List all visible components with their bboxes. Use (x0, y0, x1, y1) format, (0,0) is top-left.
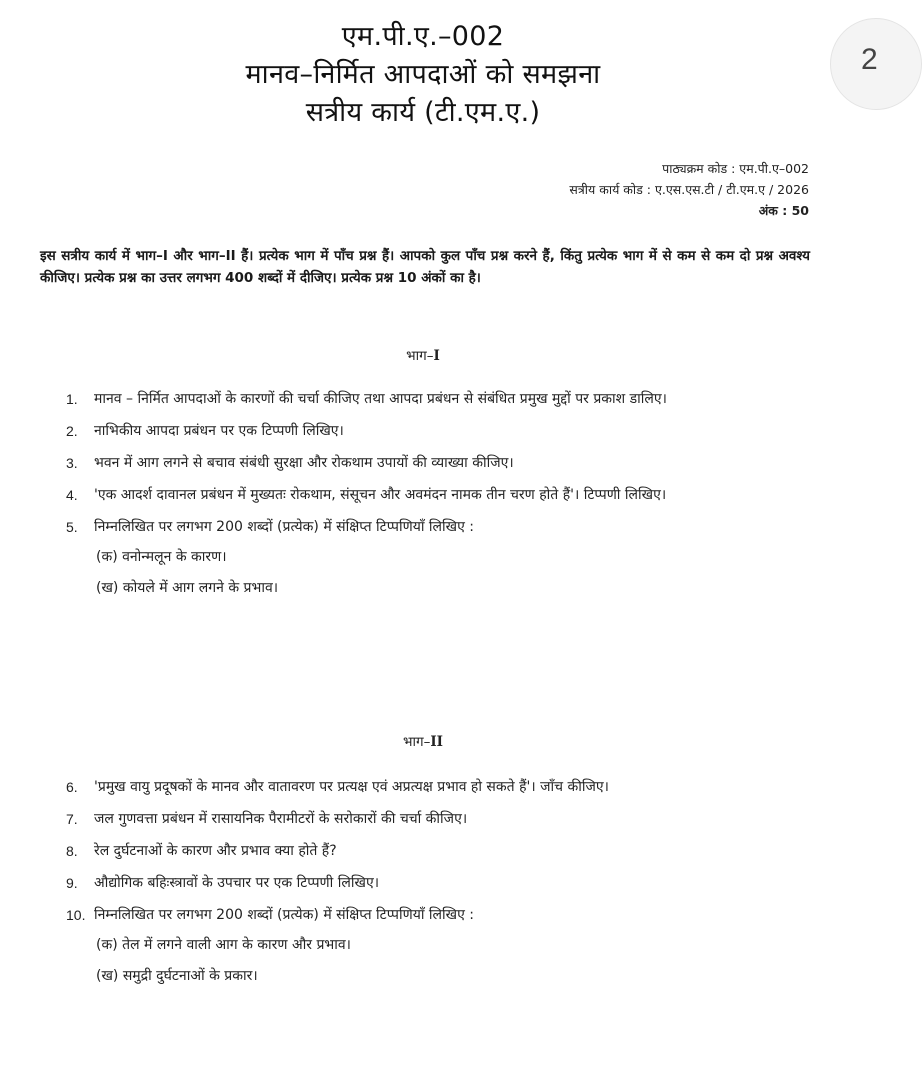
question-number: 8. (66, 843, 78, 859)
section-prefix: भाग– (403, 734, 431, 750)
question-text: निम्नलिखित पर लगभग 200 शब्दों (प्रत्येक) में संक्षिप्त टिप्पणियाँ लिखिए : (94, 519, 475, 535)
question-item (62, 836, 822, 866)
section-heading-part-2 (0, 732, 846, 750)
question-number: 2. (66, 423, 78, 439)
marks-label: अंक : 50 (758, 203, 809, 218)
question-list-part-2 (62, 772, 822, 994)
question-text: नाभिकीय आपदा प्रबंधन पर एक टिप्पणी लिखिए। (94, 423, 344, 439)
course-code-label: पाठ्यक्रम कोड : एम.पी.ए–002 (662, 161, 809, 176)
section-prefix: भाग– (406, 348, 434, 364)
question-item (62, 448, 822, 478)
question-item (62, 868, 822, 898)
assignment-code-label: सत्रीय कार्य कोड : ए.एस.एस.टी / टी.एम.ए / 2026 (569, 182, 809, 197)
page-number-badge[interactable] (830, 18, 922, 110)
title-block (0, 18, 846, 132)
question-text: 'प्रमुख वायु प्रदूषकों के मानव और वातावरण पर प्रत्यक्ष एवं अप्रत्यक्ष प्रभाव हो सकते हैं'। जाँच कीजिए। (94, 779, 609, 795)
course-name: मानव–निर्मित आपदाओं को समझना (245, 59, 601, 90)
section-heading-part-1 (0, 346, 846, 364)
assignment-title: सत्रीय कार्य (टी.एम.ए.) (305, 97, 541, 128)
section-roman: II (430, 734, 443, 750)
course-code-title: एम.पी.ए.–002 (341, 21, 505, 52)
question-number: 3. (66, 455, 78, 471)
question-text: मानव – निर्मित आपदाओं के कारणों की चर्चा कीजिए तथा आपदा प्रबंधन से संबंधित प्रमुख मुद्दों पर प्रकाश डालिए। (94, 391, 667, 407)
question-item (62, 416, 822, 446)
question-list-part-1 (62, 384, 822, 606)
question-text: रेल दुर्घटनाओं के कारण और प्रभाव क्या होते हैं? (94, 843, 337, 859)
sub-question: (ख) कोयले में आग लगने के प्रभाव। (96, 580, 279, 596)
section-roman: I (433, 348, 440, 364)
question-number: 5. (66, 519, 78, 535)
sub-question: (क) तेल में लगने वाली आग के कारण और प्रभाव। (96, 937, 351, 953)
question-text: 'एक आदर्श दावानल प्रबंधन में मुख्यतः रोकथाम, संसूचन और अवमंदन नामक तीन चरण होते हैं'। टिप्पणी लिखिए। (94, 487, 667, 503)
question-item (62, 480, 822, 510)
question-item (62, 900, 822, 992)
question-text: भवन में आग लगने से बचाव संबंधी सुरक्षा और रोकथाम उपायों की व्याख्या कीजिए। (94, 455, 514, 471)
question-text: जल गुणवत्ता प्रबंधन में रासायनिक पैरामीटरों के सरोकारों की चर्चा कीजिए। (94, 811, 468, 827)
question-number: 7. (66, 811, 78, 827)
sub-question: (ख) समुद्री दुर्घटनाओं के प्रकार। (96, 968, 258, 984)
question-item (62, 512, 822, 604)
question-number: 10. (66, 907, 86, 923)
question-number: 6. (66, 779, 78, 795)
question-number: 9. (66, 875, 78, 891)
question-item (62, 804, 822, 834)
question-text: निम्नलिखित पर लगभग 200 शब्दों (प्रत्येक) में संक्षिप्त टिप्पणियाँ लिखिए : (94, 907, 475, 923)
instructions-paragraph: इस सत्रीय कार्य में भाग–I और भाग–II हैं। प्रत्येक भाग में पाँच प्रश्न हैं। आपको कुल पाँच प्रश्न करने हैं, किंतु प्रत्येक भाग में से कम से कम दो प्रश्न अवश्य कीजिए। प्रत्येक प्रश्न का उत्तर लगभग 400 शब्दों में दीजिए। प्रत्येक प्रश्न 10 अंकों का है। (40, 248, 810, 286)
question-text: औद्योगिक बहिःस्त्रावों के उपचार पर एक टिप्पणी लिखिए। (94, 875, 379, 891)
question-number: 4. (66, 487, 78, 503)
page-number: 2 (861, 43, 878, 76)
assignment-meta (569, 158, 809, 221)
question-number: 1. (66, 391, 78, 407)
question-item (62, 772, 822, 802)
sub-question: (क) वनोन्मलून के कारण। (96, 549, 227, 565)
question-item (62, 384, 822, 414)
